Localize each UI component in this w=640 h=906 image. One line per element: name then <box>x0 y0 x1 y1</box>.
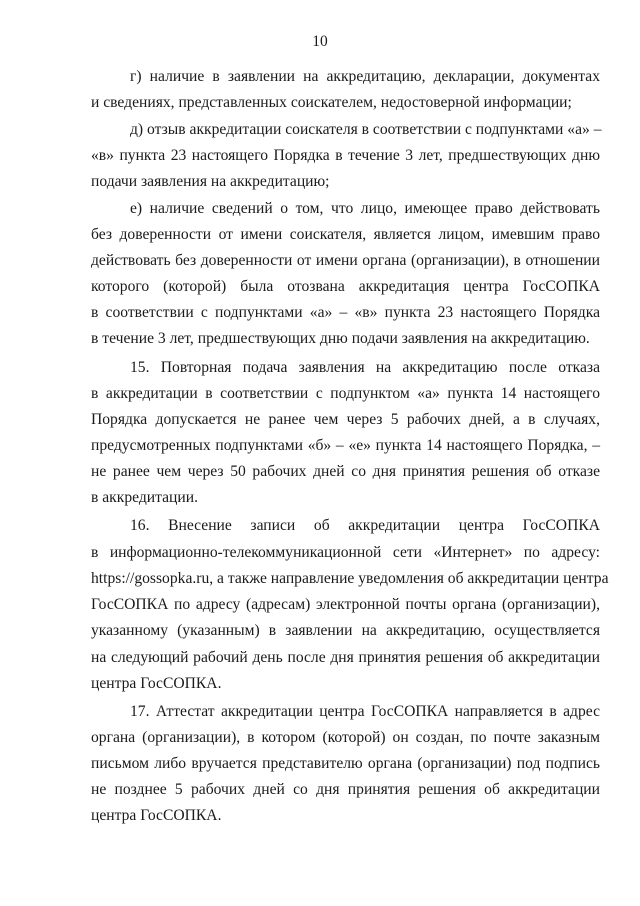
text-line: не ранее чем через 50 рабочих дней со дня принятия решения об отказе <box>91 463 600 480</box>
corner-scan-mark <box>4 0 34 4</box>
text-line: в течение 3 лет, предшествующих дню подачи заявления на аккредитацию. <box>91 330 590 347</box>
text-line: указанному (указанным) в заявлении на аккредитацию, осуществляется <box>91 622 600 639</box>
text-line: органа (организации), в котором (которой) он создан, по почте заказным <box>91 729 600 746</box>
text-line: 15. Повторная подача заявления на аккредитацию после отказа <box>130 359 600 376</box>
text-line: без доверенности от имени соискателя, является лицом, имевшим право <box>91 226 600 243</box>
text-line: центра ГосСОПКА. <box>91 675 222 692</box>
page-number: 10 <box>312 33 328 50</box>
text-line: е) наличие сведений о том, что лицо, имеющее право действовать <box>130 200 600 217</box>
text-line: которого (которой) была отозвана аккредитация центра ГосСОПКА <box>91 278 600 295</box>
text-line: центра ГосСОПКА. <box>91 807 222 824</box>
text-line: д) отзыв аккредитации соискателя в соответствии с подпунктами «а» – <box>130 121 602 138</box>
text-line: «в» пункта 23 настоящего Порядка в течение 3 лет, предшествующих дню <box>91 147 600 164</box>
text-line: не позднее 5 рабочих дней со дня принятия решения об аккредитации <box>91 781 600 798</box>
text-line: в аккредитации в соответствии с подпунктом «а» пункта 14 настоящего <box>91 385 600 402</box>
text-line: ГосСОПКА по адресу (адресам) электронной почты органа (организации), <box>91 596 600 613</box>
text-line: на следующий рабочий день после дня принятия решения об аккредитации <box>91 649 600 666</box>
text-line: Порядка допускается не ранее чем через 5 рабочих дней, а в случаях, <box>91 411 600 428</box>
text-line: https://gossopka.ru, а также направление уведомления об аккредитации центра <box>91 570 609 587</box>
text-line: и сведениях, представленных соискателем, недостоверной информации; <box>91 94 572 111</box>
text-line: подачи заявления на аккредитацию; <box>91 173 330 190</box>
text-line: в информационно-телекоммуникационной сети «Интернет» по адресу: <box>91 544 600 561</box>
text-line: 16. Внесение записи об аккредитации центра ГосСОПКА <box>130 517 600 534</box>
text-line: 17. Аттестат аккредитации центра ГосСОПКА направляется в адрес <box>130 703 600 720</box>
text-line: письмом либо вручается представителю органа (организации) под подпись <box>91 755 600 772</box>
text-line: действовать без доверенности от имени органа (организации), в отношении <box>91 252 600 269</box>
text-line: предусмотренных подпунктами «б» – «е» пункта 14 настоящего Порядка, – <box>91 437 600 454</box>
text-line: г) наличие в заявлении на аккредитацию, декларации, документах <box>130 68 600 85</box>
text-line: в аккредитации. <box>91 489 198 506</box>
text-line: в соответствии с подпунктами «а» – «в» пункта 23 настоящего Порядка <box>91 304 600 321</box>
